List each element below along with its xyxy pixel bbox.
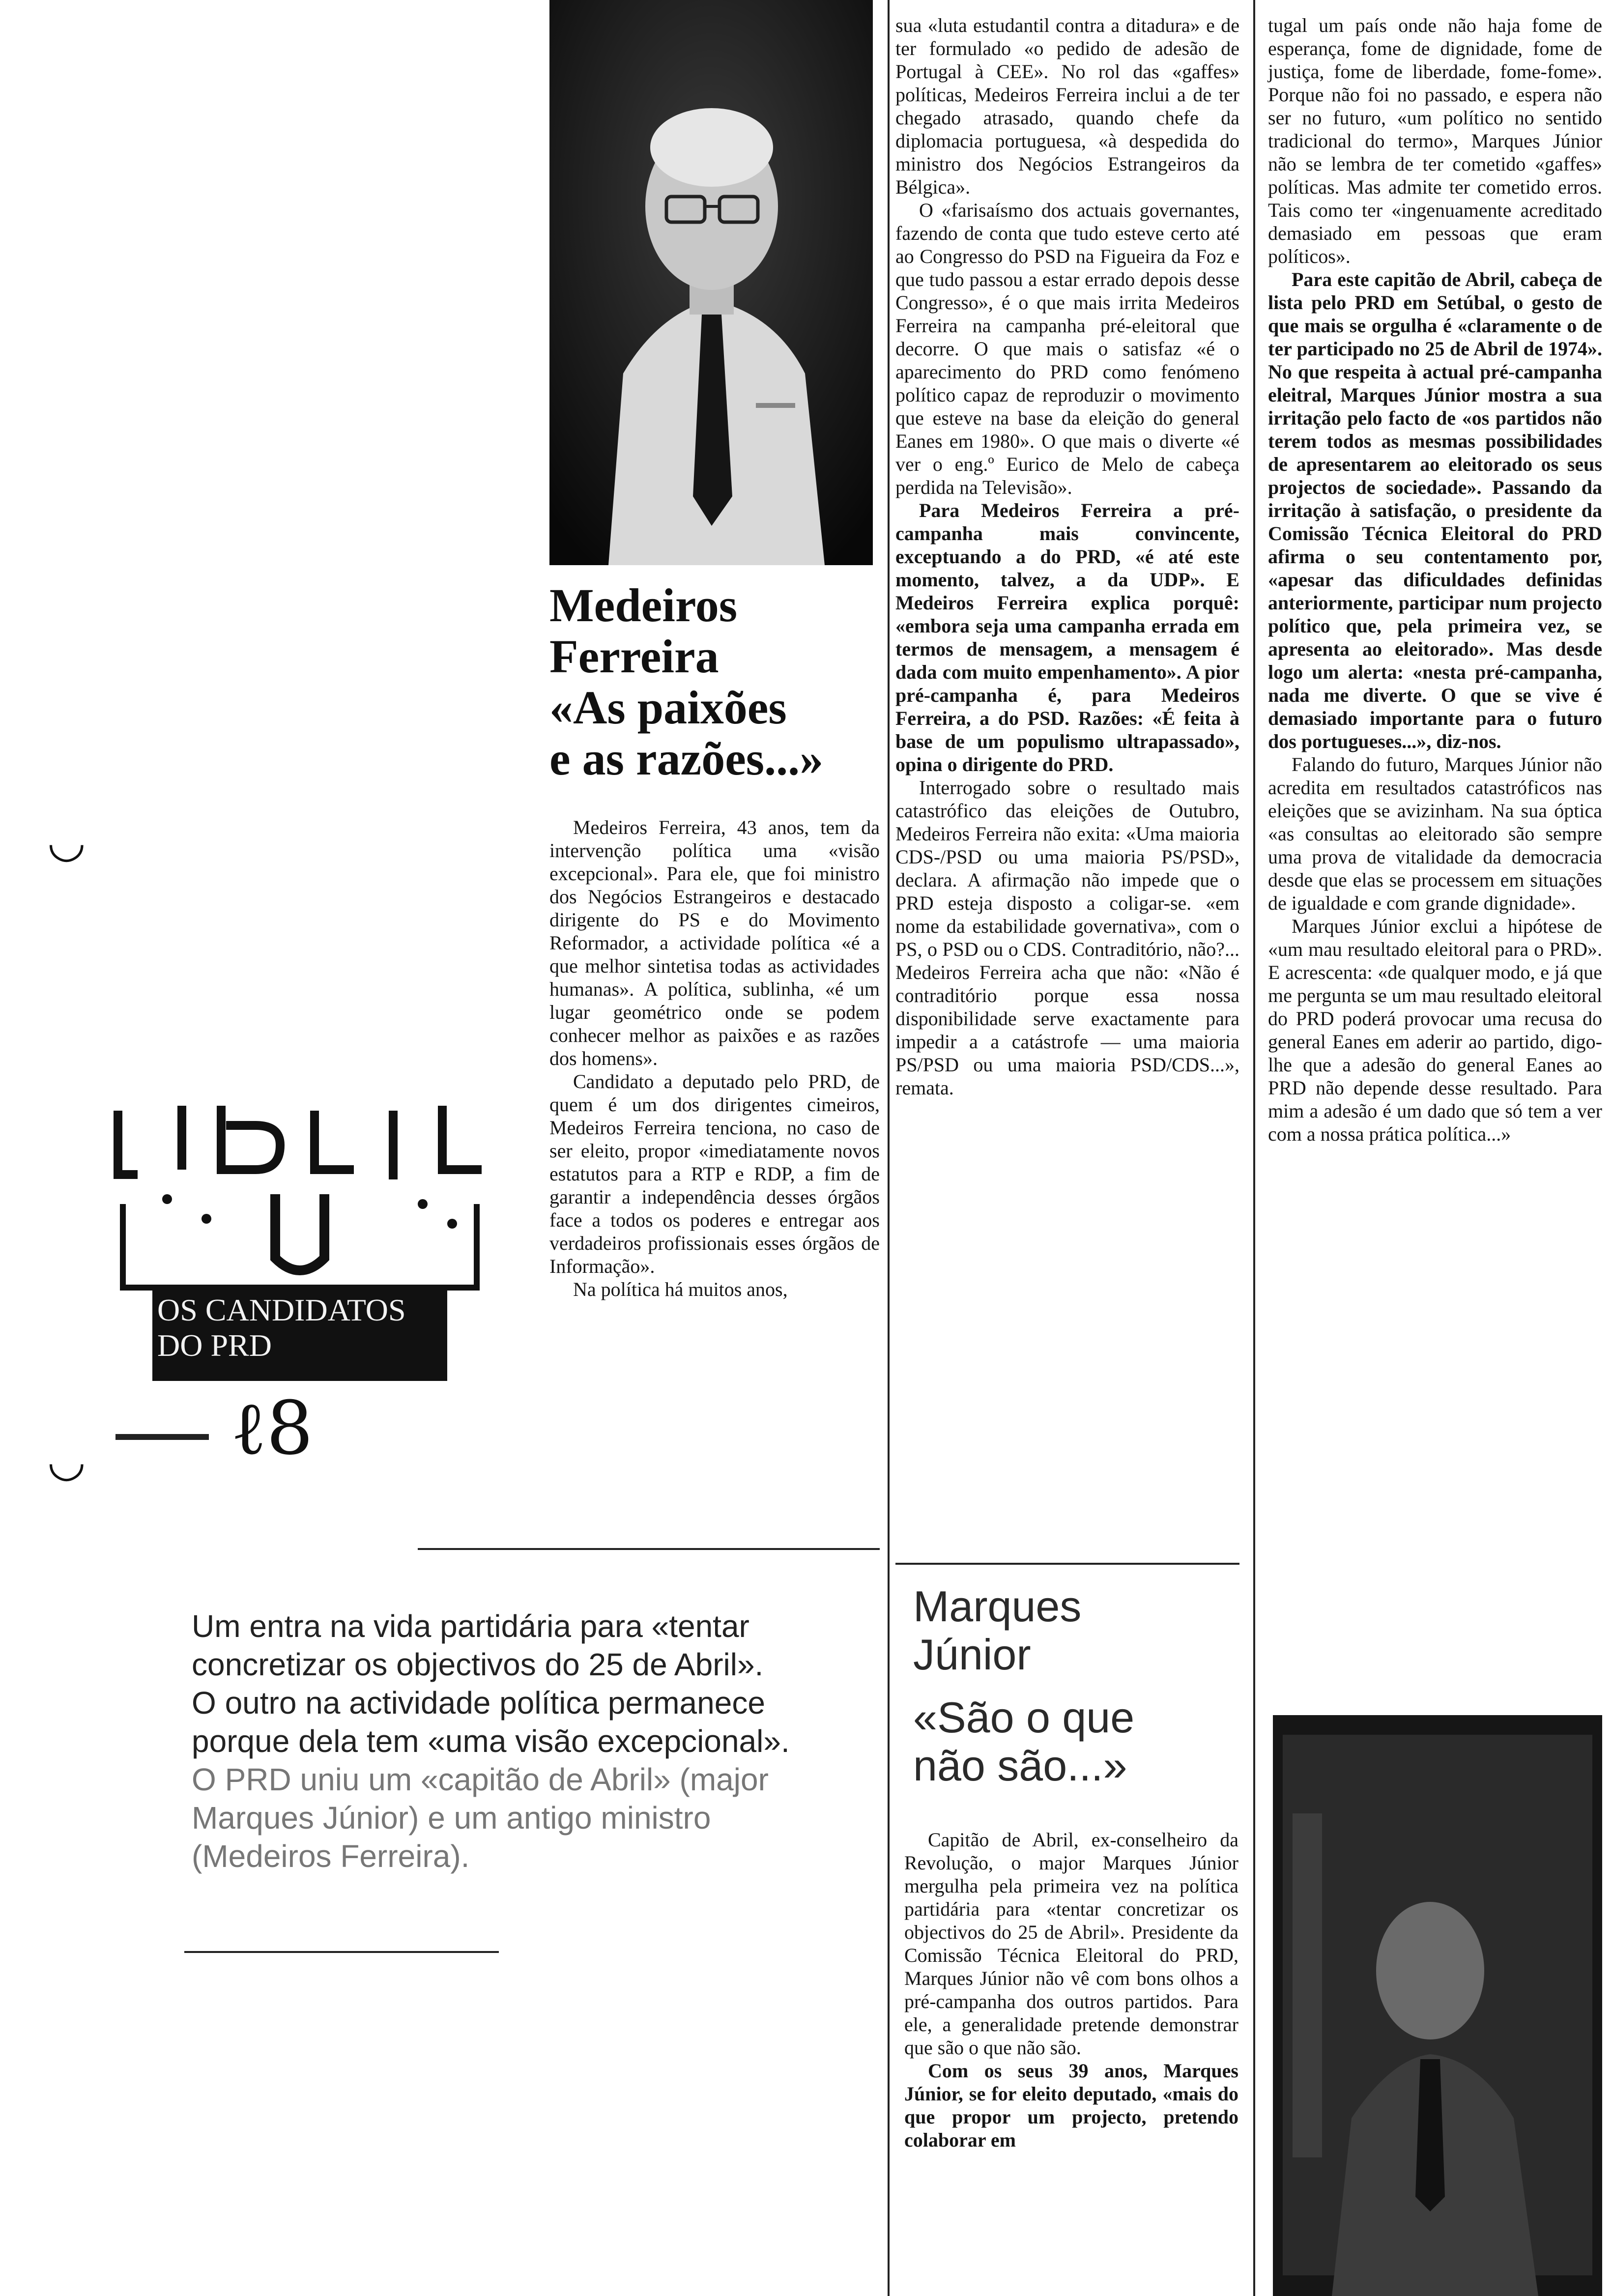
- headline-line: «São o que: [913, 1693, 1135, 1742]
- paragraph: Na política há muitos anos,: [573, 1278, 788, 1300]
- paragraph: Medeiros Ferreira, 43 anos, tem da intervenção política uma «visão excepcional». Para ele, que foi ministro dos Negócios Estrangeiros e destacado dirigente do PS e do Movimento Reformador, a actividade política «é a que melhor sintetisa todas as actividades humanas». A política, sublinha, «é um lugar geométrico onde se podem conhecer melhor as paixões e as razões dos homens».: [549, 816, 880, 1069]
- scan-mark: ◡: [47, 816, 86, 867]
- lead-line: porque dela tem «uma visão excepcional».: [192, 1723, 790, 1759]
- lead-line: Um entra na vida partidária para «tentar: [192, 1608, 749, 1644]
- paragraph: tugal um país onde não haja fome de esperança, fome de dignidade, fome de justiça, fome de liberdade, fome-fome». Porque não foi no passado, e espera não ser no futuro, «um político no sentido tradicional do termo», Marques Júnior não se lembra de ter cometido «gaffes» políticas. Mas admite ter cometido erros. Tais como ter «ingenuamente acreditado demasiado em pessoas que eram políticos».: [1268, 14, 1602, 267]
- paragraph: Falando do futuro, Marques Júnior não acredita em resultados catastróficos nas eleições que se avizinham. Na sua óptica «as consultas ao eleitorado são sempre uma prova de vitalidade da democracia desde que elas se processem em situações de igualdade e com grande dignidade».: [1268, 753, 1602, 914]
- lead-line: Marques Júnior) e um antigo ministro: [192, 1800, 711, 1836]
- article-column-1: [549, 816, 880, 1301]
- headline-medeiros-ferreira: [549, 580, 884, 784]
- paragraph: Para este capitão de Abril, cabeça de lista pelo PRD em Setúbal, o gesto de que mais se orgulha é «claramente o de ter participado no 25 de Abril de 1974». No que respeita à actual pré-campanha eleitral, Marques Júnior mostra a sua irritação pelo facto de «os partidos não terem todos as mesmas possibilidades de apresentarem ao eleitorado os seus projectos de sociedade». Passando da irritação à satisfação, o presidente da Comissão Técnica Eleitoral do PRD afirma o seu contentamento por, «apesar das dificuldades definidas anteriormente, participar num projecto político que, pela primeira vez, se apresenta ao eleitorado». Mas desde logo um alerta: «nesta pré-campanha, nada me diverte. O que se vive é demasiado importante para o futuro dos portugueses...», diz-nos.: [1268, 268, 1602, 752]
- logo-text: OS CANDIDATOS: [157, 1292, 406, 1327]
- handwritten-mark: ℓ8: [231, 1386, 314, 1471]
- lead-line: O outro na actividade política permanece: [192, 1685, 765, 1721]
- paragraph: Interrogado sobre o resultado mais catastrófico das eleições de Outubro, Medeiros Ferreira não exita: «Uma maioria CDS-/PSD ou uma maioria PS/PSD», declara. A afirmação não impede que o PRD esteja disposto a coligar-se. «em nome da estabilidade governativa», com o PS, o PSD ou o CDS. Contraditório, não?... Medeiros Ferreira acha que não: «Não é contraditório porque essa nossa disponibilidade serve exactamente para impedir a a catástrofe — uma maioria PS/PSD ou uma maioria PSD/CDS...», remata.: [895, 776, 1239, 1099]
- photo-marques-junior: [1273, 1715, 1602, 2296]
- logo-caption: [157, 1292, 447, 1363]
- headline-line: não são...»: [913, 1741, 1127, 1790]
- lead-line: concretizar os objectivos do 25 de Abril».: [192, 1647, 764, 1682]
- lead-line: (Medeiros Ferreira).: [192, 1838, 470, 1874]
- paragraph: Candidato a deputado pelo PRD, de quem é um dos dirigentes cimeiros, Medeiros Ferreira tenciona, no caso de ser eleito, propor «imediatamente novos estatutos para a RTP e RDP, a fim de garantir a independência desses órgãos face a todos os poderes e entregar aos verdadeiros profissionais esses órgãos de Informação».: [549, 1070, 880, 1277]
- paragraph: Marques Júnior exclui a hipótese de «um mau resultado eleitoral para o PRD». E acrescenta: «de qualquer modo, e já que me pergunta se um mau resultado eleitoral do PRD poderá provocar uma recusa do general Eanes em aderir ao partido, digo-lhe que a adesão do general Eanes ao PRD não depende desse resultado. Para mim a adesão é um dado que só tem a ver com a nossa prática política...»: [1268, 915, 1602, 1145]
- portrait-image: [549, 0, 873, 565]
- paragraph: Com os seus 39 anos, Marques Júnior, se for eleito deputado, «mais do que propor um projecto, pretendo colaborar em: [904, 2060, 1238, 2151]
- article2-column-intro: [904, 1828, 1238, 2152]
- scan-mark: ◡: [47, 1435, 86, 1487]
- paragraph: O «farisaísmo dos actuais governantes, fazendo de conta que tudo esteve certo até ao Congresso do PSD na Figueira da Foz e que tudo passou a estar errado depois desse Congresso», é o que mais irrita Medeiros Ferreira na campanha pré-eleitoral que decorre. O que mais o satisfaz «é o aparecimento do PRD como fenómeno político capaz de reproduzir o movimento que esteve na base da eleição do general Eanes em 1980». O que mais o diverte «é ver o eng.º Eurico de Melo de cabeça perdida na Televisão».: [895, 199, 1239, 498]
- logo-text: DO PRD: [157, 1328, 272, 1363]
- headline-marques-junior: [913, 1582, 1247, 1790]
- paragraph: sua «luta estudantil contra a ditadura» e de ter formulado «o pedido de adesão de Portugal à CEE». No rol das «gaffes» políticas, Medeiros Ferreira inclui a de ter chegado atrasado, quando chefe da diplomacia portuguesa, «à despedida do ministro dos Negócios Estrangeiros da Bélgica».: [895, 14, 1239, 198]
- headline-line: Júnior: [913, 1630, 1031, 1679]
- portrait-image: [1273, 1715, 1602, 2296]
- article2-column-3: [1268, 14, 1602, 1146]
- headline-line: Marques: [913, 1582, 1082, 1631]
- headline-line: Ferreira: [549, 630, 719, 683]
- lead-line: O PRD uniu um «capitão de Abril» (major: [192, 1762, 769, 1797]
- column-divider: [1253, 0, 1255, 2296]
- handwritten-dash: [115, 1434, 209, 1440]
- headline-line: e as razões...»: [549, 732, 824, 785]
- paragraph: Capitão de Abril, ex-conselheiro da Revolução, o major Marques Júnior mergulha pela primeira vez na política partidária para «tentar concretizar os objectivos do 25 de Abril». Presidente da Comissão Técnica Eleitoral do PRD, Marques Júnior não vê com bons olhos a pré-campanha dos outros partidos. Para ele, a generalidade pretende demonstrar que são o que não são.: [904, 1829, 1238, 2059]
- headline-line: Medeiros: [549, 579, 738, 631]
- section-logo: [108, 1096, 491, 1381]
- lead-divider-bottom: [184, 1951, 499, 1953]
- lead-summary: [192, 1607, 890, 1875]
- paragraph: Para Medeiros Ferreira a pré-campanha mais convincente, exceptuando a do PRD, «é até este momento, talvez, a da UDP». E Medeiros Ferreira explica porquê: «embora seja uma campanha errada em termos de mensagem, a mensagem é dada com muito empenhamento». A pior pré-campanha é, para Medeiros Ferreira, a do PSD. Razões: «É feita à base de um populismo ultrapassado», opina o dirigente do PRD.: [895, 499, 1239, 775]
- article-divider: [895, 1563, 1239, 1565]
- photo-medeiros-ferreira: [549, 0, 873, 565]
- column-divider: [888, 0, 890, 2296]
- headline-line: «As paixões: [549, 681, 787, 734]
- lead-divider-top: [418, 1548, 880, 1550]
- article-column-2: [895, 14, 1239, 1099]
